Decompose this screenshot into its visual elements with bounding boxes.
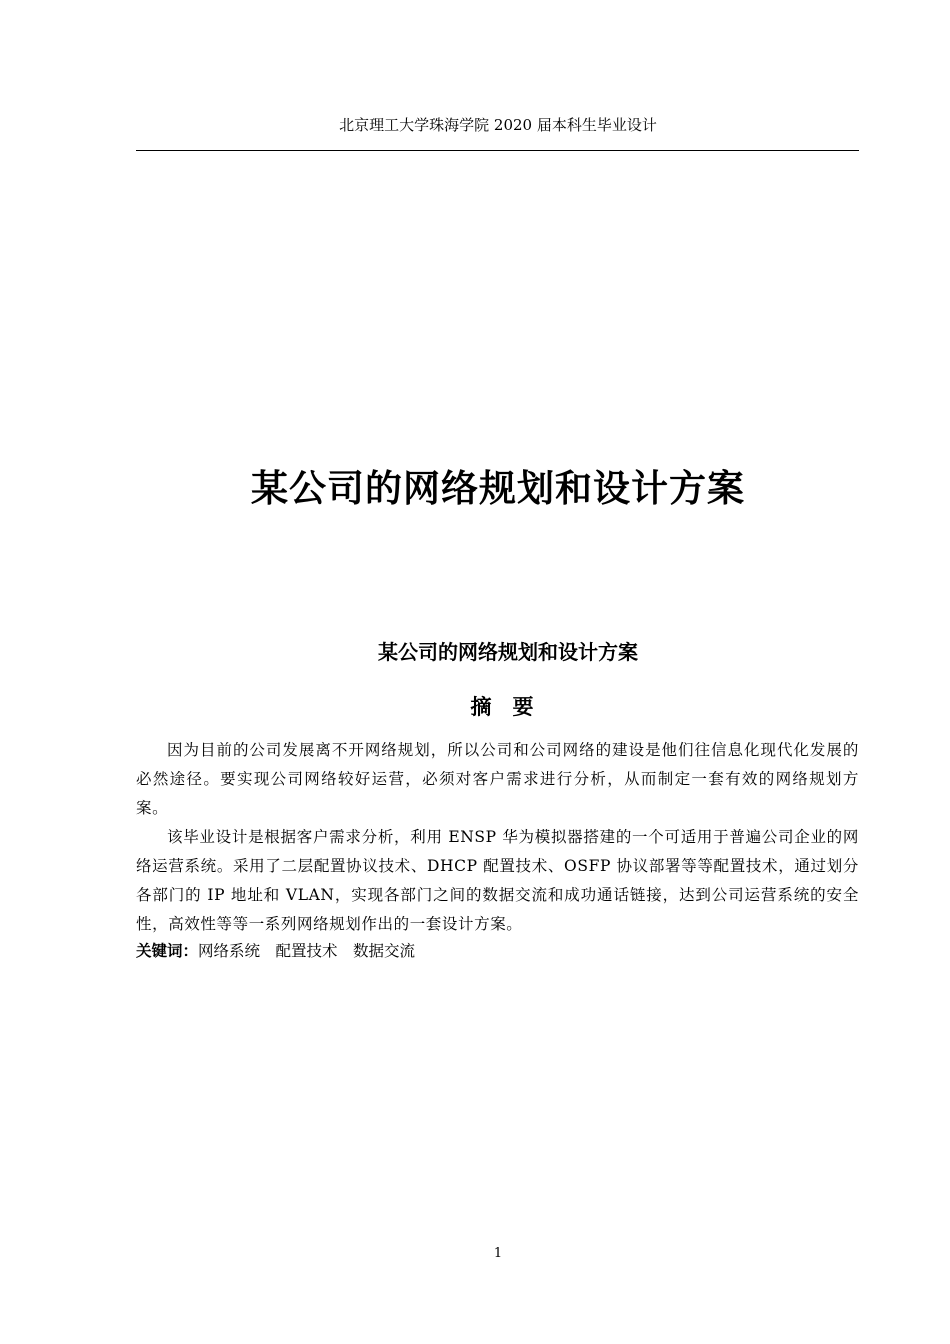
keywords-label: 关键词：	[136, 942, 199, 960]
sub-title: 某公司的网络规划和设计方案	[378, 640, 638, 664]
abstract-body	[136, 736, 859, 964]
abstract-paragraph: 因为目前的公司发展离不开网络规划，所以公司和公司网络的建设是他们往信息化现代化发展的必然途径。要实现公司网络较好运营，必须对客户需求进行分析，从而制定一套有效的网络规划方案。	[136, 741, 859, 817]
running-header: 北京理工大学珠海学院 2020 届本科生毕业设计	[339, 116, 657, 134]
keywords-text: 网络系统 配置技术 数据交流	[198, 942, 416, 960]
page-number: 1	[493, 1246, 503, 1261]
keywords-line	[136, 939, 859, 964]
abstract-heading: 摘 要	[470, 695, 534, 719]
header-rule	[136, 150, 859, 151]
main-title: 某公司的网络规划和设计方案	[251, 467, 745, 510]
abstract-paragraph: 该毕业设计是根据客户需求分析，利用 ENSP 华为模拟器搭建的一个可适用于普遍公司企业的网络运营系统。采用了二层配置协议技术、DHCP 配置技术、OSFP 协议部署等等配置技术，通过划分各部门的 IP 地址和 VLAN，实现各部门之间的数据交流和成功通话链接，达到公司运营系统的安全性，高效性等等一系列网络规划作出的一套设计方案。	[136, 828, 859, 933]
